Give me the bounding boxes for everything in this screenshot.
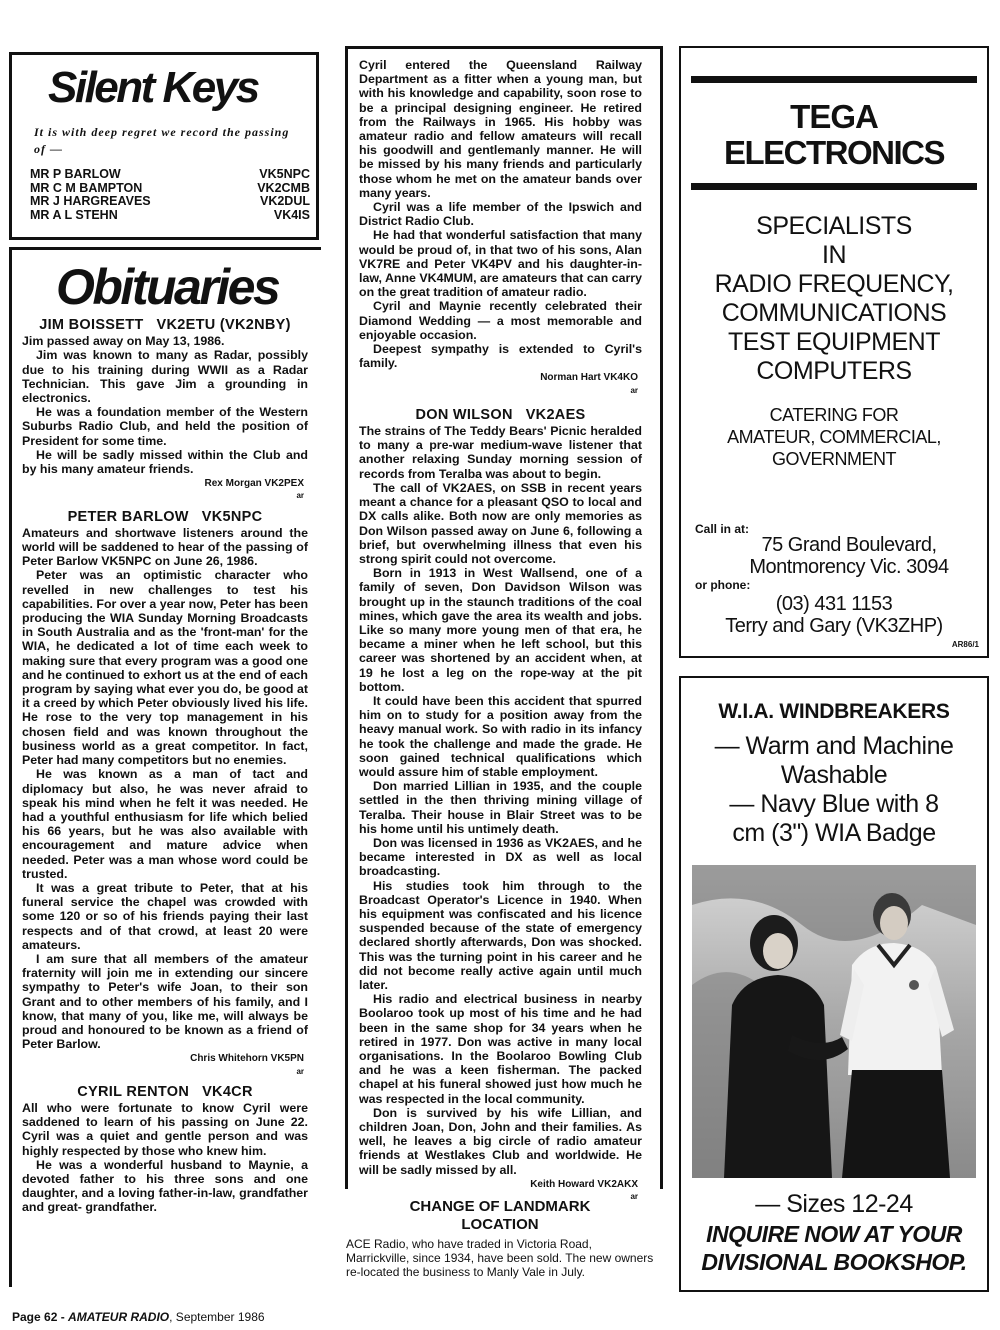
obituaries-middle-column [359, 58, 642, 1208]
cyril-p1: All who were fortunate to know Cyril were saddened to learn of his passing on June 22. Cyril was a quiet and gentle person and was highly respected by those who knew him. [22, 1100, 308, 1158]
wia-inquire-line2: DIVISIONAL BOOKSHOP. [701, 1249, 967, 1275]
wia-sizes: — Sizes 12-24 [755, 1190, 913, 1218]
tega-code: AR86/1 [951, 640, 979, 649]
don-p1: The strains of The Teddy Bears' Picnic heralded to many a pre-war medium-wave listener that another relaxing Sunday morning session of records from Teralba was about to begin. [359, 424, 642, 481]
tega-specialist-line: SPECIALISTS [756, 212, 912, 240]
tega-specialist-line: COMMUNICATIONS [721, 299, 947, 327]
cyril-ar-mark: ar [630, 385, 638, 395]
page-footer [12, 1310, 265, 1324]
footer-date: , September 1986 [169, 1310, 265, 1324]
don-p9: Don is survived by his wife Lillian, and children Joan, Don, John and their families. As well, he leaves a big circle of radio amateur friends at Westlakes Club and worldwide. He will be sadly missed by all. [359, 1105, 642, 1177]
obituaries-left-column [22, 318, 308, 1215]
silent-keys-title: Silent Keys [48, 63, 258, 112]
footer-page: Page 62 - [12, 1310, 69, 1324]
cyril-heading: CYRIL RENTON VK4CR [77, 1083, 253, 1100]
silent-key-name: MR P BARLOW [30, 167, 121, 181]
landmark-title: CHANGE OF LANDMARK LOCATION [409, 1198, 591, 1233]
jim-p4: He will be sadly missed within the Club and by his many amateur friends. [22, 447, 308, 477]
tega-address-line2: Montmorency Vic. 3094 [749, 556, 949, 578]
windbreaker-photo-drawing [692, 865, 976, 1178]
tega-contacts: Terry and Gary (VK3ZHP) [725, 615, 943, 637]
peter-p2: Peter was an optimistic character who revelled in new challenges to test his capabilities. For over a year now, Peter has been producing the WIA Sunday Morning Broadcasts in South Australia and as the 'front-man' for the WIA, he dedicated a lot of time each week to making sure that every program was a good one and he continued to exhort us at the end of each program by saying what ever you do, be good at it a creed by which Peter obviously lived his life. He rose to the very top management in his chosen field and was known throughout the business world as a great competitor. In fact, Peter had many competitors but no enemies. [22, 568, 309, 768]
tega-bottom-rule [691, 183, 977, 190]
silent-key-name: MR A L STEHN [30, 207, 118, 222]
jim-heading: JIM BOISSETT VK2ETU (VK2NBY) [39, 317, 291, 333]
silent-key-name: MR C M BAMPTON [30, 180, 143, 195]
peter-signature: Chris Whitehorn VK5PN [190, 1053, 304, 1065]
cyril-p7: Deepest sympathy is extended to Cyril's family. [359, 342, 642, 371]
cyril-p4: Cyril was a life member of the Ipswich and District Radio Club. [359, 200, 642, 229]
silent-key-entry [30, 209, 310, 223]
silent-key-callsign: VK2CMB [257, 180, 310, 195]
tega-ad [679, 46, 989, 658]
peter-ar-mark: ar [296, 1066, 304, 1076]
jim-signature: Rex Morgan VK2PEX [204, 478, 304, 490]
don-p7: His studies took him through to the Broadcast Operator's Licence in 1940. When his equipment was confiscated and his licence suspended because of the state of emergency declared shortly afterwards, Don was shocked. This was the turning point in his career and he did not become really active again until much later. [359, 878, 642, 992]
tega-specialists-list [681, 212, 987, 386]
tega-specialist-line: IN [822, 241, 846, 269]
wia-line4: cm (3") WIA Badge [732, 819, 936, 847]
silent-key-callsign: VK2DUL [259, 194, 310, 208]
windbreaker-photo [692, 865, 976, 1178]
peter-p1: Amateurs and shortwave listeners around the world will be saddened to hear of the passing of Peter Barlow VK5NPC on June 26, 1986. [22, 525, 308, 569]
silent-key-entry [30, 182, 310, 196]
cyril-signature: Norman Hart VK4KO [540, 372, 638, 384]
cyril-p2: He was a wonderful husband to Maynie, a devoted father to his three sons and one daughter, and a loving father-in-law, grandfather and great- grandfather. [22, 1157, 308, 1215]
cyril-p6: Cyril and Maynie recently celebrated their Diamond Wedding — a most memorable and enjoyable occasion. [359, 299, 642, 342]
don-signature: Keith Howard VK2AKX [530, 1178, 638, 1190]
tega-call-in-label: Call in at: [695, 522, 750, 536]
silent-key-name: MR J HARGREAVES [30, 194, 151, 208]
wia-inquire-line1: INQUIRE NOW AT YOUR [706, 1221, 962, 1247]
tega-specialist-line: TEST EQUIPMENT [727, 328, 940, 356]
jim-p1: Jim passed away on May 13, 1986. [22, 334, 225, 349]
jim-ar-mark: ar [296, 491, 304, 501]
silent-key-entry [30, 168, 310, 182]
silent-key-callsign: VK5NPC [259, 167, 310, 181]
silent-keys-list [30, 168, 310, 222]
cyril-p5: He had that wonderful satisfaction that many would be proud of, in that two of his sons, Alan VK7RE and Peter VK4PV and his daughter-in-law, Anne VK4MUM, are amateurs that can carry on the great tradition of amateur radio. [359, 228, 642, 300]
wia-line3: — Navy Blue with 8 [729, 790, 939, 818]
tega-catering-list [681, 404, 987, 470]
wia-ad [679, 676, 989, 1292]
tega-catering-line: AMATEUR, COMMERCIAL, [727, 427, 941, 447]
jim-p2: Jim was known to many as Radar, possibly due to his training during WWII as a Radar Technician. This gave Jim a grounding in electronics. [22, 348, 308, 406]
tega-address-line1: 75 Grand Boulevard, [761, 534, 937, 556]
tega-specialist-line: COMPUTERS [756, 357, 912, 385]
peter-heading: PETER BARLOW VK5NPC [67, 508, 263, 525]
wia-line1: — Warm and Machine [714, 732, 954, 760]
peter-p5: I am sure that all members of the amateur fraternity will join me in extending our sincere sympathy to Peter's wife Joan, to their son Grant and to other members of his family, and I know, that many of you, like me, will always be proud and honoured to be known as a friend of Peter Barlow. [22, 951, 308, 1052]
cyril-p3: Cyril entered the Queensland Railway Department as a fitter when a young man, but with his knowledge and capability, soon rose to be a principal designing engineer. He retired from the Railways in 1965. His hobby was amateur radio and fellow amateurs will recall his goodwill and gentlemanly manner. He will be missed by his many friends and particularly those whom he met on the amateur bands over many years. [359, 58, 642, 200]
tega-brand-line1: TEGA [790, 98, 878, 135]
peter-p3: He was known as a man of tact and diplomacy but also, he was never afraid to speak his mind when he felt it was needed. He had a youthful enthusiasm for life which belied his 66 years, but he was also available with encouragement and mature advice when needed. Peter was a man whose word could be trusted. [22, 767, 308, 881]
don-p2: The call of VK2AES, on SSB in recent years meant a chance for a pleasant QSO to local and DX calls alike. Both now are only memories as Don Wilson passed away on June 6, following a brief, but overwhelming illness that even his strong spirit could not overcome. [359, 480, 642, 566]
tega-phone-label: or phone: [695, 578, 751, 592]
jim-p3: He was a foundation member of the Western Suburbs Radio Club, and held the position of President for some time. [22, 405, 308, 448]
don-p3: Born in 1913 in West Wallsend, one of a family of seven, Don Davidson Wilson was brought up in the staunch traditions of the coal mines, which gave the area its wealth and jobs. Like so many more young men of that era, he became a miner when he left school, but this career was shortened by an accident when, at 19 he lost a leg on the rope-way at the pit bottom. [359, 566, 642, 694]
wia-title: W.I.A. WINDBREAKERS [718, 700, 950, 723]
footer-magazine: AMATEUR RADIO [68, 1310, 170, 1324]
tega-catering-line: CATERING FOR [769, 405, 899, 425]
tega-phone: (03) 431 1153 [775, 593, 893, 615]
don-ar-mark: ar [630, 1192, 638, 1202]
silent-keys-intro: It is with deep regret we record the passing of — [34, 125, 290, 156]
don-p5: Don married Lillian in 1935, and the couple settled in the then thriving mining village of Teralba. Their house in Blair Street was to be his home until his untimely death. [359, 779, 642, 836]
tega-brand-line2: ELECTRONICS [723, 134, 944, 171]
tega-catering-line: GOVERNMENT [771, 449, 896, 469]
silent-key-entry [30, 195, 310, 209]
don-p8: His radio and electrical business in nearby Boolaroo took up most of his time and he had been in the same shop for 34 years when he retired in 1977. Don was active in many local organisations. In the Boolaroo Bowling Club and he was a keen fisherman. The packed chapel at his funeral showed just how much he was respected in the local community. [359, 992, 642, 1106]
tega-top-rule [691, 76, 977, 83]
obituaries-title: Obituaries [56, 259, 279, 315]
landmark-body: ACE Radio, who have traded in Victoria Road, Marrickville, since 1934, have been sold. The new owners re-located the business to Manly Vale in July. [346, 1237, 654, 1279]
wia-line2: Washable [780, 761, 888, 789]
don-heading: DON WILSON VK2AES [415, 406, 586, 423]
don-p4: It could have been this accident that spurred him on to study for a position away from the heavy manual work. So with radio in its infancy he took the challenge and made the grade. He soon gained technical qualifications which would assure him of stable employment. [359, 693, 642, 779]
tega-specialist-line: RADIO FREQUENCY, [714, 270, 954, 298]
don-p6: Don was licensed in 1936 as VK2AES, and he became interested in DX as well as local broadcasting. [359, 835, 642, 879]
peter-p4: It was a great tribute to Peter, that at his funeral service the chapel was crowded with some 120 or so of his friends paying their last respects and of that crowd, at least 20 were amateurs. [22, 880, 308, 952]
landmark-section [338, 1198, 662, 1279]
silent-key-callsign: VK4IS [273, 207, 310, 222]
silent-keys-box [9, 52, 319, 240]
